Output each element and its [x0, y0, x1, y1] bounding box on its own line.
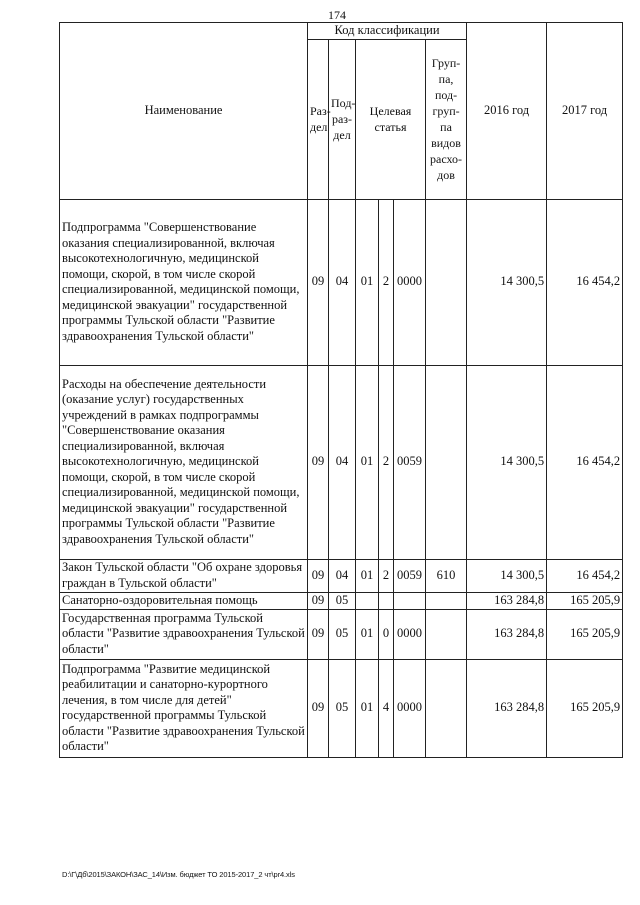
row-2017: 165 205,9	[547, 659, 623, 757]
row-direction	[394, 592, 426, 609]
table-row	[60, 365, 623, 559]
row-section: 09	[308, 659, 329, 757]
row-section: 09	[308, 592, 329, 609]
table-row	[60, 592, 623, 609]
row-name: Государственная программа Тульской области "Развитие здравоохранения Тульской области"	[60, 609, 308, 659]
header-classification: Код классификации	[308, 23, 467, 40]
row-subsection: 04	[329, 559, 356, 592]
row-2016: 14 300,5	[467, 365, 547, 559]
row-2016: 14 300,5	[467, 199, 547, 365]
header-subsection: Под-раз-дел	[329, 39, 356, 199]
header-name: Наименование	[60, 23, 308, 200]
row-2016: 163 284,8	[467, 609, 547, 659]
row-group	[426, 199, 467, 365]
row-subsection: 05	[329, 659, 356, 757]
row-name: Подпрограмма "Развитие медицинской реабилитации и санаторно-курортного лечения, в том числе для детей" государственной программы Тульской области "Развитие здравоохранения Тульской области"	[60, 659, 308, 757]
row-group	[426, 659, 467, 757]
row-2017: 165 205,9	[547, 592, 623, 609]
row-group	[426, 609, 467, 659]
row-direction: 0000	[394, 659, 426, 757]
row-program: 01	[356, 365, 379, 559]
row-2017: 16 454,2	[547, 365, 623, 559]
row-2017: 16 454,2	[547, 199, 623, 365]
row-name: Подпрограмма "Совершенствование оказания специализированной, включая высокотехнологичную, медицинской помощи, скорой, в том числе скорой специализированной, медицинской помощи, медицинской эвакуации" государственной программы Тульской области "Развитие здравоохранения Тульской области"	[60, 199, 308, 365]
row-group	[426, 592, 467, 609]
row-subprogram: 2	[379, 365, 394, 559]
row-2017: 16 454,2	[547, 559, 623, 592]
row-section: 09	[308, 199, 329, 365]
row-subsection: 05	[329, 609, 356, 659]
row-direction: 0059	[394, 559, 426, 592]
row-subprogram: 2	[379, 199, 394, 365]
row-direction: 0000	[394, 609, 426, 659]
table-row	[60, 609, 623, 659]
header-section: Раз-дел	[308, 39, 329, 199]
row-program: 01	[356, 199, 379, 365]
row-subprogram	[379, 592, 394, 609]
table-row	[60, 199, 623, 365]
file-path-footer: D:\Г\Дб\2015\ЗАКОН\ЗАС_14\Изм. бюджет ТО 2015-2017_2 чт\pr4.xls	[62, 870, 295, 879]
header-expense-group: Груп-па, под-груп-па видов расхо-дов	[426, 39, 467, 199]
row-subsection: 04	[329, 365, 356, 559]
row-subsection: 05	[329, 592, 356, 609]
table-row	[60, 559, 623, 592]
row-program: 01	[356, 609, 379, 659]
row-program: 01	[356, 659, 379, 757]
row-group: 610	[426, 559, 467, 592]
row-name: Расходы на обеспечение деятельности (оказание услуг) государственных учреждений в рамках подпрограммы "Совершенствование оказания специализированной, включая высокотехнологичную, медицинской помощи, скорой, в том числе скорой специализированной, медицинской помощи, медицинской эвакуации" государственной программы Тульской области "Развитие здравоохранения Тульской области"	[60, 365, 308, 559]
row-2017: 165 205,9	[547, 609, 623, 659]
row-2016: 163 284,8	[467, 592, 547, 609]
row-name: Закон Тульской области "Об охране здоровья граждан в Тульской области"	[60, 559, 308, 592]
budget-table	[59, 22, 623, 758]
row-subsection: 04	[329, 199, 356, 365]
row-subprogram: 4	[379, 659, 394, 757]
row-name: Санаторно-оздоровительная помощь	[60, 592, 308, 609]
row-2016: 14 300,5	[467, 559, 547, 592]
row-group	[426, 365, 467, 559]
row-subprogram: 0	[379, 609, 394, 659]
row-direction: 0059	[394, 365, 426, 559]
row-2016: 163 284,8	[467, 659, 547, 757]
header-year-2016: 2016 год	[467, 23, 547, 200]
row-program: 01	[356, 559, 379, 592]
row-section: 09	[308, 609, 329, 659]
row-direction: 0000	[394, 199, 426, 365]
table-row	[60, 659, 623, 757]
header-year-2017: 2017 год	[547, 23, 623, 200]
row-program	[356, 592, 379, 609]
row-section: 09	[308, 559, 329, 592]
page-number: 174	[328, 8, 346, 22]
row-subprogram: 2	[379, 559, 394, 592]
header-target-item: Целевая статья	[356, 39, 426, 199]
row-section: 09	[308, 365, 329, 559]
